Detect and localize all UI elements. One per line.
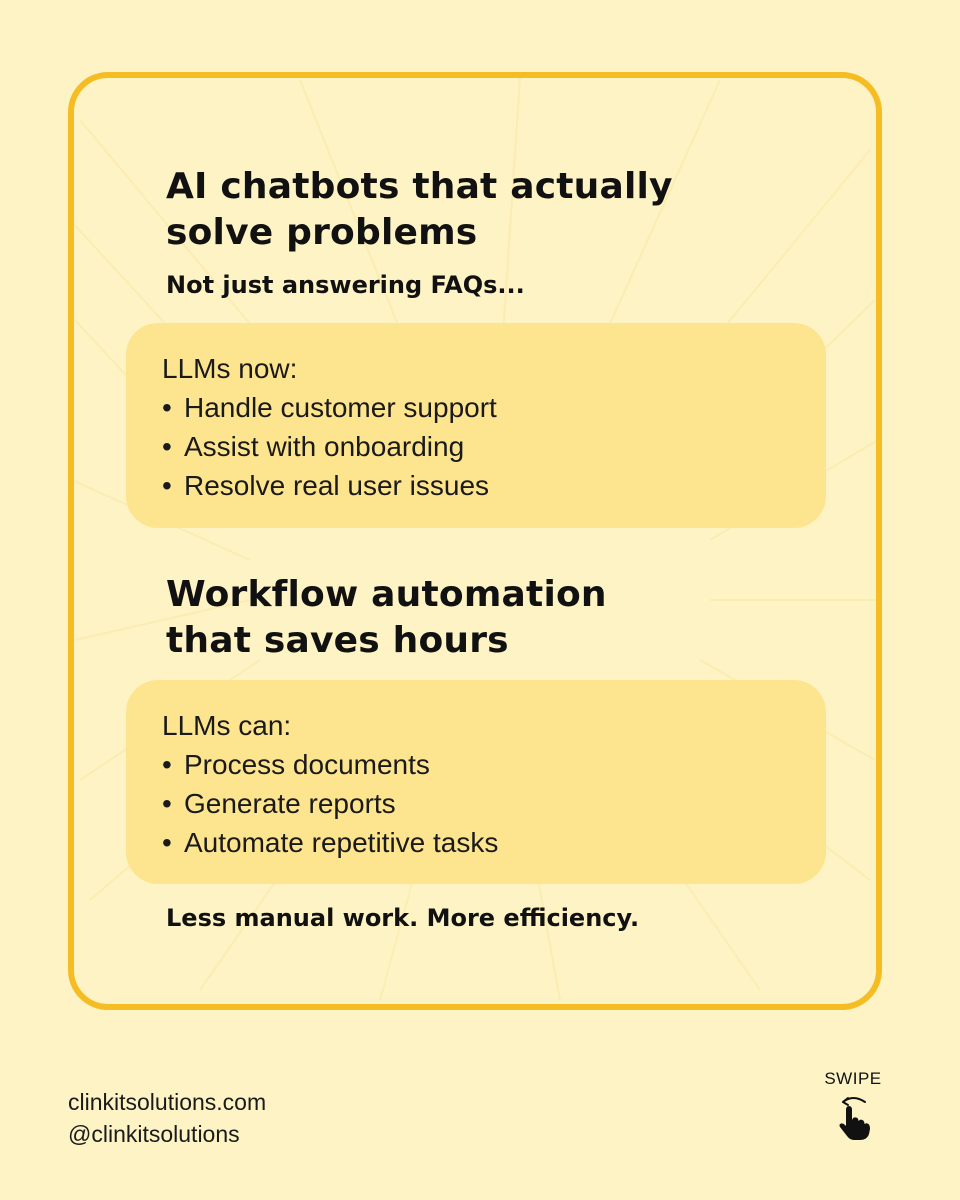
list-item-text: Handle customer support: [184, 392, 497, 423]
list-item-text: Generate reports: [184, 788, 396, 819]
list-item: [162, 427, 826, 466]
list-item-text: Process documents: [184, 749, 430, 780]
section1-heading-line2: solve problems: [166, 212, 478, 253]
swipe-hand-icon: [829, 1092, 877, 1142]
list-item-text: Resolve real user issues: [184, 470, 490, 501]
list-item: [162, 466, 826, 505]
section1-box: [126, 323, 826, 528]
section2-box-title: LLMs can:: [162, 710, 292, 741]
tagline: Less manual work. More efficiency.: [166, 904, 640, 932]
bullet: •: [162, 749, 172, 780]
section1-heading-line1: AI chatbots that actually: [166, 166, 673, 207]
section2-heading-line1: Workflow automation: [166, 574, 607, 615]
social-handle[interactable]: @clinkitsolutions: [68, 1121, 240, 1147]
website-link[interactable]: clinkitsolutions.com: [68, 1089, 267, 1115]
section2-heading-line2: that saves hours: [166, 620, 509, 661]
swipe-indicator[interactable]: [816, 1068, 890, 1142]
list-item: [162, 388, 826, 427]
section1-heading: [166, 164, 673, 256]
section2-box: [126, 680, 826, 884]
section2-heading: [166, 572, 607, 664]
bullet: •: [162, 392, 172, 423]
bullet: •: [162, 788, 172, 819]
list-item: [162, 784, 826, 823]
list-item-text: Automate repetitive tasks: [184, 827, 499, 858]
section1-subtitle: Not just answering FAQs...: [166, 271, 525, 299]
list-item-text: Assist with onboarding: [184, 431, 465, 462]
bullet: •: [162, 431, 172, 462]
bullet: •: [162, 470, 172, 501]
section1-box-title: LLMs now:: [162, 353, 298, 384]
bullet: •: [162, 827, 172, 858]
list-item: [162, 745, 826, 784]
swipe-label: SWIPE: [824, 1069, 882, 1088]
list-item: [162, 823, 826, 862]
